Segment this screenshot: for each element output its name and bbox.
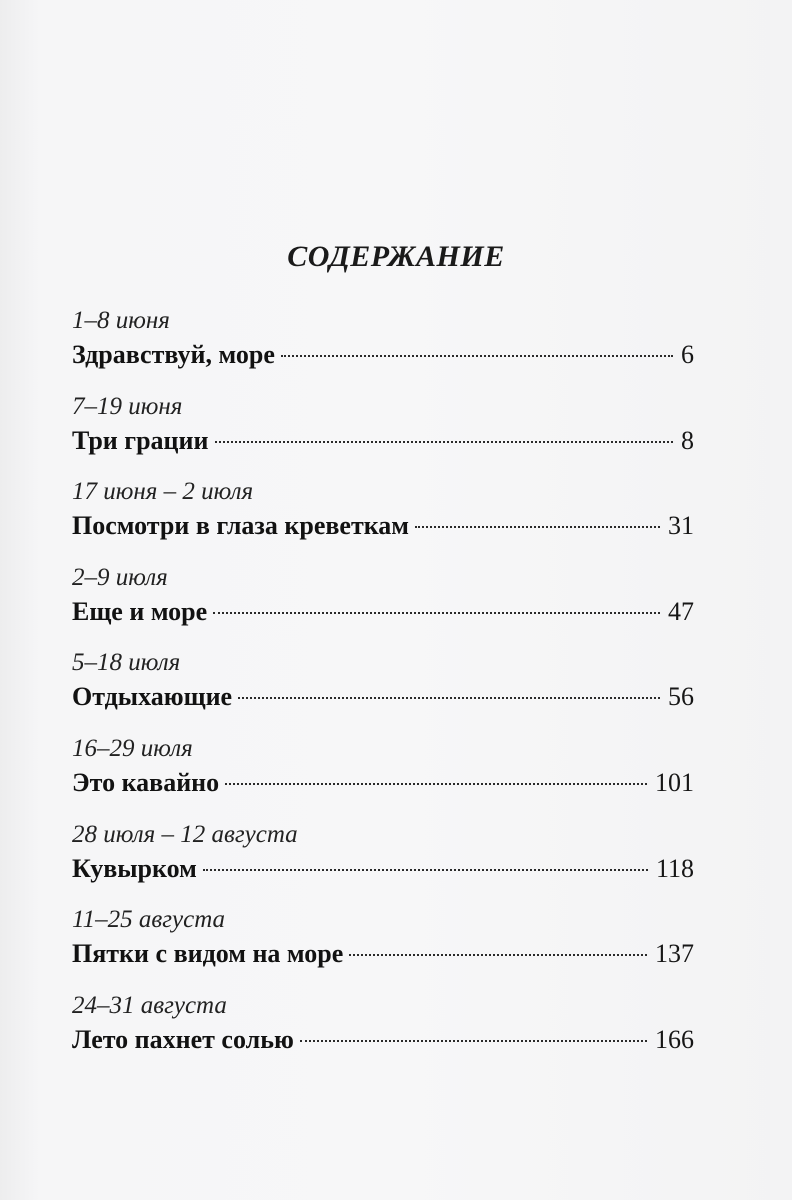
toc-entry-heading: Еще и море xyxy=(72,597,208,626)
toc-entry xyxy=(72,905,694,971)
toc-entry-date: 16–29 июля xyxy=(72,735,193,762)
toc-entry-row xyxy=(72,680,694,714)
toc-entry-heading: Здравствуй, море xyxy=(72,340,275,369)
dot-leader xyxy=(215,441,674,443)
toc-entry-date: 28 июля – 12 августа xyxy=(72,821,298,848)
toc-entry-page-number: 56 xyxy=(668,682,694,711)
toc-entry-heading: Три грации xyxy=(72,426,209,455)
dot-leader xyxy=(415,526,660,528)
toc-entry-row xyxy=(72,766,694,800)
toc-entry xyxy=(72,477,694,543)
dot-leader xyxy=(238,697,660,699)
toc-entry-row xyxy=(72,1023,694,1057)
toc-entry-page-number: 31 xyxy=(668,511,694,540)
toc-entry-row xyxy=(72,338,694,372)
toc-entry-page-number: 166 xyxy=(655,1025,694,1054)
toc-entry-page-number: 8 xyxy=(681,426,694,455)
toc-entry-row xyxy=(72,509,694,543)
toc-entry-date: 24–31 августа xyxy=(72,992,227,1019)
dot-leader xyxy=(349,954,647,956)
toc-entry-heading: Отдыхающие xyxy=(72,682,233,711)
page-title: СОДЕРЖАНИЕ xyxy=(287,240,505,273)
toc-entry xyxy=(72,392,694,458)
dot-leader xyxy=(300,1040,647,1042)
toc-entry-heading: Это кавайно xyxy=(72,768,220,797)
toc-entry-row xyxy=(72,595,694,629)
toc-entry-page-number: 6 xyxy=(681,340,694,369)
toc-entry-date: 1–8 июня xyxy=(72,307,170,334)
toc-entry-row xyxy=(72,424,694,458)
toc-entry xyxy=(72,991,694,1057)
dot-leader xyxy=(225,783,647,785)
toc-entry xyxy=(72,648,694,714)
toc-entry-page-number: 101 xyxy=(655,768,694,797)
toc-entry-heading: Посмотри в глаза креветкам xyxy=(72,511,410,540)
toc-entry-row xyxy=(72,852,694,886)
toc-entry xyxy=(72,734,694,800)
dot-leader xyxy=(281,355,673,357)
toc-entry-date: 2–9 июля xyxy=(72,564,168,591)
toc-entry-date: 17 июня – 2 июля xyxy=(72,478,254,505)
toc-entry-heading: Лето пахнет солью xyxy=(72,1025,294,1054)
toc-entry-row xyxy=(72,937,694,971)
toc-entry-date: 11–25 августа xyxy=(72,906,226,933)
toc-entry xyxy=(72,306,694,372)
toc-entry-date: 7–19 июня xyxy=(72,393,183,420)
toc-entry xyxy=(72,563,694,629)
toc-entry-page-number: 47 xyxy=(668,597,694,626)
toc-entry-heading: Пятки с видом на море xyxy=(72,939,344,968)
dot-leader xyxy=(203,869,648,871)
toc-entry-date: 5–18 июля xyxy=(72,649,181,676)
toc-entry-heading: Кувырком xyxy=(72,854,197,883)
toc-entry xyxy=(72,820,694,886)
dot-leader xyxy=(213,612,660,614)
toc-entry-page-number: 118 xyxy=(655,854,694,883)
toc-entry-page-number: 137 xyxy=(655,939,694,968)
